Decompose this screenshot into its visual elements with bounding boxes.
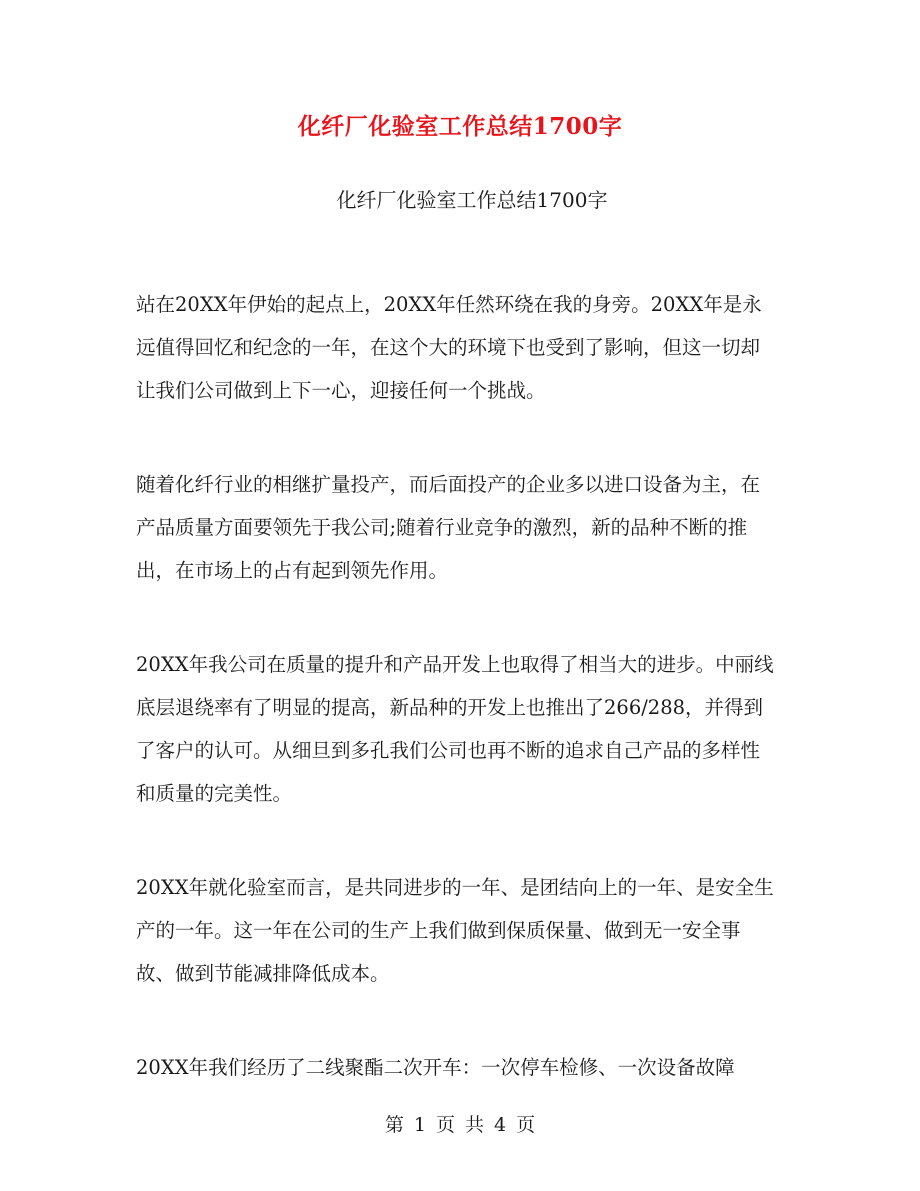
document-title: 化纤厂化验室工作总结1700字: [297, 113, 623, 140]
paragraph-4: 20XX年就化验室而言，是共同进步的一年、是团结向上的一年、是安全生产的一年。这一年在公司的生产上我们做到保质保量、做到无一安全事故、做到节能减排降低成本。: [136, 876, 774, 985]
document-subtitle: 化纤厂化验室工作总结1700字: [336, 188, 608, 212]
paragraph-1: 站在20XX年伊始的起点上，20XX年任然环绕在我的身旁。20XX年是永远值得回忆和纪念的一年，在这个大的环境下也受到了影响，但这一切却让我们公司做到上下一心，迎接任何一个挑战。: [136, 293, 762, 402]
paragraph-3: 20XX年我公司在质量的提升和产品开发上也取得了相当大的进步。中丽线底层退绕率有了明显的提高，新品种的开发上也推出了266/288，并得到了客户的认可。从细旦到多孔我们公司也再不断的追求自己产品的多样性和质量的完美性。: [136, 653, 774, 805]
paragraph-5: 20XX年我们经历了二线聚酯二次开车：一次停车检修、一次设备故障: [136, 1056, 735, 1079]
paragraph-2: 随着化纤行业的相继扩量投产，而后面投产的企业多以进口设备为主，在产品质量方面要领先于我公司;随着行业竞争的激烈，新的品种不断的推出，在市场上的占有起到领先作用。: [136, 473, 761, 582]
page-footer: 第 1 页 共 4 页: [384, 1114, 536, 1136]
